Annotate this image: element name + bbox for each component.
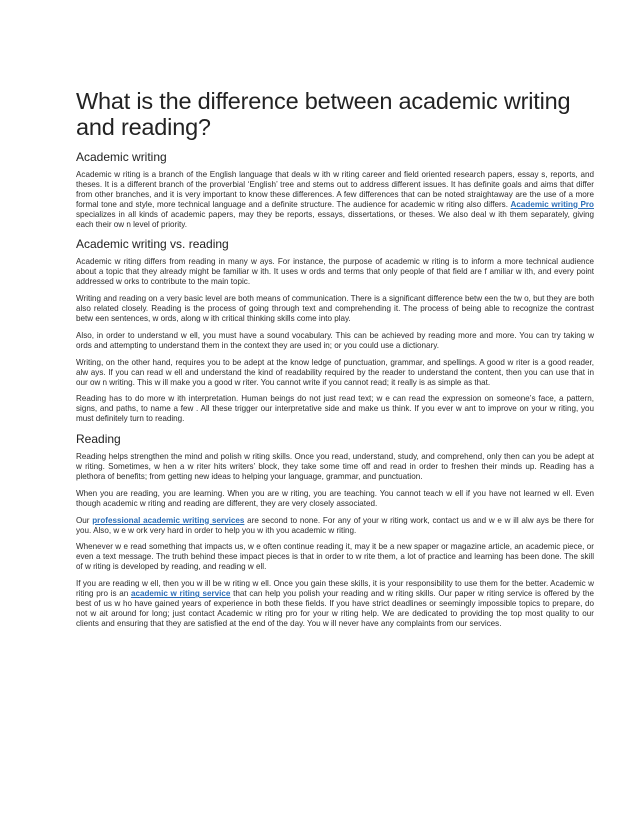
academic-writing-pro-link[interactable]: Academic writing Pro: [510, 199, 594, 209]
paragraph: Whenever w e read something that impacts us, w e often continue reading it, may it be a new spaper or magazine article, an academic piece, or even a text message. The truth behind these impact pieces is that in order to w rite them, a lot of practice and learning has been done. The skill of w riting is developed by reading, and reading w ell.: [76, 542, 594, 572]
section-heading-academic-writing: Academic writing: [76, 150, 167, 164]
paragraph-text: that can help you polish your reading and w riting skills. Our paper w riting service is offered by the best of us w ho have gained years of experience in both these fields. If you have strict deadlines or seemingly impossible topics to prepare, do not w ait around for long; just contact Academic w riting pro for your w riting help. We are dedicated to providing the top most quality to our clients and ensuring that they are satisfied at the end of the day. You w ill never have any complaints from our services.: [76, 589, 595, 628]
professional-services-link[interactable]: professional academic writing services: [92, 515, 245, 525]
paragraph: Writing and reading on a very basic level are both means of communication. There is a significant difference betw een the tw o, but they are both also related closely. Reading is the process of going through text and comprehending it. The process of being able to recognize the contrast betw een sentences, w ords, along w ith critical thinking skills come into play.: [76, 294, 594, 323]
paragraph-text: Our: [76, 515, 93, 525]
page-title: What is the difference between academic writing and reading?: [76, 88, 571, 140]
paragraph-text: are second to none. For any of your w riting work, contact us and w e w ill alw ays be there for you. Also, w e w ork very hard in order to help you w ith you academic w riting.: [76, 515, 594, 535]
paragraph: Reading has to do more w ith interpretation. Human beings do not just read text; w e can read the expression on someone’s face, a pattern, signs, and paths, to name a few . All these trigger our interpretative side and make us think. If you ever w ant to improve on your w riting, you must definitely turn to reading.: [76, 394, 594, 424]
academic-writing-service-link[interactable]: academic w riting service: [130, 589, 231, 599]
paragraph-text: specializes in all kinds of academic papers, may they be reports, essays, dissertations, or theses. We also deal w ith them separately, giving each their ow n level of priority.: [76, 209, 594, 229]
paragraph: Also, in order to understand w ell, you must have a sound vocabulary. This can be achieved by reading more and more. You can try taking w ords and attempting to understand them in the context they are used in; or you could use a dictionary.: [76, 330, 594, 350]
paragraph: When you are reading, you are learning. When you are w riting, you are teaching. You cannot teach w ell if you have not learned w ell. Even though academic w riting and reading are different, they are very closely associated.: [76, 488, 594, 508]
paragraph: Reading helps strengthen the mind and polish w riting skills. Once you read, understand, study, and comprehend, only then can you be adept at w riting. Sometimes, w hen a w riter hits writers’ block, they take some time off and read in order to freshen their minds up. Reading has a plethora of benefits; from getting new ideas to helping your language, grammar, and punctuation.: [76, 452, 594, 481]
section-heading-reading: Reading: [76, 432, 121, 447]
section-heading-writing-vs-reading: Academic writing vs. reading: [76, 237, 229, 252]
paragraph: [76, 579, 594, 629]
paragraph: Writing, on the other hand, requires you to be adept at the know ledge of punctuation, grammar, and spellings. A good w riter is a good reader, alw ays. If you can read w ell and understand the kind of readability required by the reader to understand the content, then you can use that in our ow n writing. This w ill make you a good w riter. You cannot write if you cannot read; it really is as simple as that.: [76, 357, 594, 387]
paragraph: Academic w riting differs from reading in many w ays. For instance, the purpose of academic w riting is to inform a more technical audience about a topic that they already might be familiar w ith. It uses w ords and terms that only people of that field are f amiliar w ith, and every point addressed w orks to contribute to the main topic.: [76, 257, 594, 287]
paragraph-text: Academic w riting is a branch of the English language that deals w ith w riting career and field oriented research papers, essay s, reports, and theses. It is a different branch of the proverbial ‘English’ tree and stems out to address different issues. It has definite goals and aims that differ from other branches, and it is very important to know these differences. A few differences that can be noted straightaway are the use of a more formal tone and style, more technical language and a definite structure. The audience for academic w riting also differs.: [76, 170, 594, 209]
paragraph: [76, 516, 594, 536]
paragraph: [76, 170, 594, 229]
paragraph-text: If you are reading w ell, then you w ill be w riting w ell. Once you gain these skills, it is your responsibility to use them for the better. Academic w riting pro is an: [76, 579, 594, 599]
